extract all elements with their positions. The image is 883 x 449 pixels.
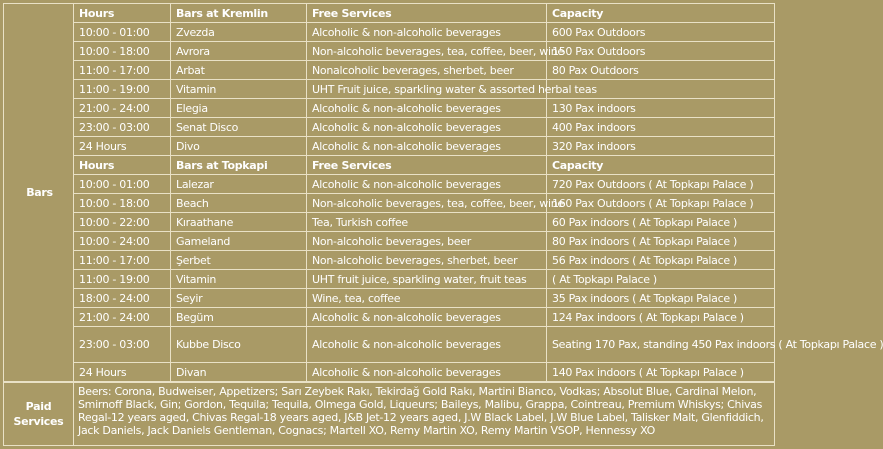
cell-free-services: Alcoholic & non-alcoholic beverages	[307, 137, 547, 156]
table-row	[4, 213, 775, 232]
table-row	[4, 308, 775, 327]
cell-free-services: UHT fruit juice, sparkling water, fruit teas	[307, 270, 547, 289]
column-header-hours: Hours	[74, 4, 171, 23]
table-row	[4, 194, 775, 213]
cell-free-services: Non-alcoholic beverages, beer	[307, 232, 547, 251]
cell-hours: 24 Hours	[74, 137, 171, 156]
cell-bar-name: Elegia	[171, 99, 307, 118]
cell-free-services: Alcoholic & non-alcoholic beverages	[307, 23, 547, 42]
bars-label: Bars	[4, 4, 74, 382]
cell-capacity: 150 Pax Outdoors	[547, 42, 775, 61]
table-row	[4, 42, 775, 61]
cell-bar-name: Divan	[171, 363, 307, 382]
cell-capacity: 160 Pax Outdoors ( At Topkapı Palace )	[547, 194, 775, 213]
cell-bar-name: Beach	[171, 194, 307, 213]
cell-free-services: Non-alcoholic beverages, tea, coffee, beer, wine	[307, 194, 547, 213]
cell-free-services: Alcoholic & non-alcoholic beverages	[307, 99, 547, 118]
cell-capacity: 600 Pax Outdoors	[547, 23, 775, 42]
cell-free-services: Tea, Turkish coffee	[307, 213, 547, 232]
cell-hours: 10:00 - 18:00	[74, 42, 171, 61]
table-row	[4, 363, 775, 382]
cell-hours: 11:00 - 17:00	[74, 251, 171, 270]
cell-capacity: 56 Pax indoors ( At Topkapı Palace )	[547, 251, 775, 270]
cell-hours: 11:00 - 19:00	[74, 270, 171, 289]
cell-hours: 10:00 - 22:00	[74, 213, 171, 232]
table-row	[4, 327, 775, 363]
cell-bar-name: Vitamin	[171, 80, 307, 99]
cell-bar-name: Gameland	[171, 232, 307, 251]
table-row	[4, 232, 775, 251]
column-header-capacity: Capacity	[547, 156, 775, 175]
topkapi-header-row	[4, 156, 775, 175]
cell-capacity: 140 Pax indoors ( At Topkapı Palace )	[547, 363, 775, 382]
paid-services-row	[4, 383, 775, 446]
cell-bar-name: Seyir	[171, 289, 307, 308]
table-row	[4, 99, 775, 118]
cell-capacity: 130 Pax indoors	[547, 99, 775, 118]
cell-capacity: 400 Pax indoors	[547, 118, 775, 137]
cell-free-services: Wine, tea, coffee	[307, 289, 547, 308]
table-row	[4, 137, 775, 156]
paid-label-line1: Paid	[25, 400, 52, 413]
cell-bar-name: Vitamin	[171, 270, 307, 289]
cell-capacity: 80 Pax indoors ( At Topkapı Palace )	[547, 232, 775, 251]
paid-services-table	[3, 382, 775, 446]
cell-free-services: Alcoholic & non-alcoholic beverages	[307, 363, 547, 382]
cell-bar-name: Kubbe Disco	[171, 327, 307, 363]
cell-capacity: ( At Topkapı Palace )	[547, 270, 775, 289]
cell-hours: 10:00 - 24:00	[74, 232, 171, 251]
table-row	[4, 118, 775, 137]
cell-free-services: Alcoholic & non-alcoholic beverages	[307, 118, 547, 137]
table-row	[4, 289, 775, 308]
table-row	[4, 61, 775, 80]
table-row	[4, 80, 775, 99]
cell-free-services: Non-alcoholic beverages, tea, coffee, beer, wine	[307, 42, 547, 61]
cell-bar-name: Arbat	[171, 61, 307, 80]
cell-free-services: Alcoholic & non-alcoholic beverages	[307, 308, 547, 327]
cell-hours: 11:00 - 19:00	[74, 80, 171, 99]
cell-free-services: Alcoholic & non-alcoholic beverages	[307, 327, 547, 363]
table-row	[4, 23, 775, 42]
cell-capacity: 80 Pax Outdoors	[547, 61, 775, 80]
column-header-capacity: Capacity	[547, 4, 775, 23]
column-header-free-services: Free Services	[307, 156, 547, 175]
cell-free-services: Nonalcoholic beverages, sherbet, beer	[307, 61, 547, 80]
column-header-free-services: Free Services	[307, 4, 547, 23]
cell-bar-name: Kıraathane	[171, 213, 307, 232]
cell-free-services: Non-alcoholic beverages, sherbet, beer	[307, 251, 547, 270]
cell-bar-name: Senat Disco	[171, 118, 307, 137]
cell-capacity: 60 Pax indoors ( At Topkapı Palace )	[547, 213, 775, 232]
cell-capacity: 720 Pax Outdoors ( At Topkapı Palace )	[547, 175, 775, 194]
cell-capacity: 35 Pax indoors ( At Topkapı Palace )	[547, 289, 775, 308]
table-row	[4, 251, 775, 270]
cell-bar-name: Lalezar	[171, 175, 307, 194]
cell-capacity: 320 Pax indoors	[547, 137, 775, 156]
cell-bar-name: Avrora	[171, 42, 307, 61]
table-row	[4, 270, 775, 289]
table-row	[4, 175, 775, 194]
cell-capacity: Seating 170 Pax, standing 450 Pax indoors ( At Topkapı Palace )	[547, 327, 775, 363]
cell-bar-name: Divo	[171, 137, 307, 156]
kremlin-header-row	[4, 4, 775, 23]
cell-bar-name: Begüm	[171, 308, 307, 327]
cell-hours: 23:00 - 03:00	[74, 118, 171, 137]
cell-hours: 24 Hours	[74, 363, 171, 382]
cell-free-services: Alcoholic & non-alcoholic beverages	[307, 175, 547, 194]
cell-hours: 10:00 - 18:00	[74, 194, 171, 213]
bars-table-body	[4, 4, 883, 382]
cell-hours: 11:00 - 17:00	[74, 61, 171, 80]
column-header-hours: Hours	[74, 156, 171, 175]
column-header-bar-name: Bars at Kremlin	[171, 4, 307, 23]
bars-table	[3, 3, 883, 382]
cell-hours: 21:00 - 24:00	[74, 308, 171, 327]
cell-hours: 10:00 - 01:00	[74, 23, 171, 42]
cell-hours: 23:00 - 03:00	[74, 327, 171, 363]
cell-bar-name: Şerbet	[171, 251, 307, 270]
cell-free-services: UHT Fruit juice, sparkling water & assorted herbal teas	[307, 80, 547, 99]
cell-hours: 10:00 - 01:00	[74, 175, 171, 194]
cell-bar-name: Zvezda	[171, 23, 307, 42]
paid-services-label	[4, 383, 74, 446]
paid-services-text: Beers: Corona, Budweiser, Appetizers; Sarı Zeybek Rakı, Tekirdağ Gold Rakı, Martini Bianco, Vodkas; Absolut Blue, Cardinal Melon, Smirnoff Black, Gin; Gordon, Tequila; Tequila, Olmega Gold, Liqueurs; Baileys, Malibu, Grappa, Cointreau, Premium Whiskys; Chivas Regal-12 years aged, Chivas Regal-18 years aged, J&B Jet-12 years aged, J.W Black Label, J.W Blue Label, Talisker Malt, Glenfiddich, Jack Daniels, Jack Daniels Gentleman, Cognacs; Martell XO, Remy Martin XO, Remy Martin VSOP, Hennessy XO	[74, 383, 775, 446]
column-header-bar-name: Bars at Topkapi	[171, 156, 307, 175]
cell-hours: 21:00 - 24:00	[74, 99, 171, 118]
cell-hours: 18:00 - 24:00	[74, 289, 171, 308]
paid-label-line2: Services	[13, 415, 64, 428]
cell-capacity: 124 Pax indoors ( At Topkapı Palace )	[547, 308, 775, 327]
